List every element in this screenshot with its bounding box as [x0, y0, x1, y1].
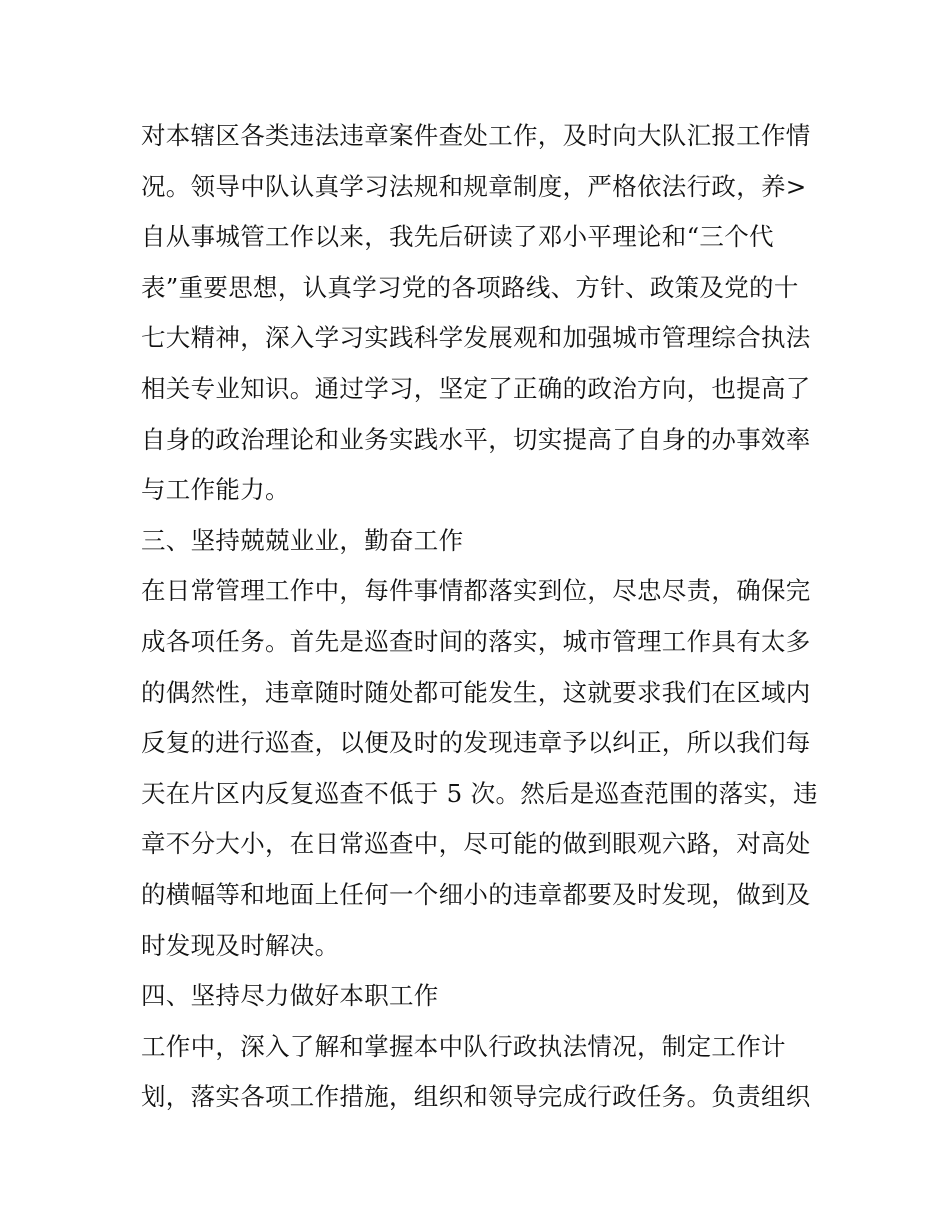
paragraph-line: 自从事城管工作以来，我先后研读了邓小平理论和“三个代 [141, 222, 774, 252]
paragraph-line: 天在片区内反复巡查不低于 5 次。然后是巡查范围的落实，违 [141, 778, 818, 808]
section-heading: 四、坚持尽力做好本职工作 [141, 981, 439, 1011]
paragraph-line: 成各项任务。首先是巡查时间的落实，城市管理工作具有太多 [141, 626, 811, 656]
paragraph-line: 相关专业知识。通过学习，坚定了正确的政治方向，也提高了 [141, 373, 811, 403]
paragraph-line: 时发现及时解决。 [141, 930, 340, 960]
section-heading: 三、坚持兢兢业业，勤奋工作 [141, 525, 464, 555]
paragraph-line: 工作中，深入了解和掌握本中队行政执法情况，制定工作计 [141, 1031, 786, 1061]
paragraph-line: 的横幅等和地面上任何一个细小的违章都要及时发现，做到及 [141, 879, 811, 909]
paragraph-line: 划，落实各项工作措施，组织和领导完成行政任务。负责组织 [141, 1082, 811, 1112]
paragraph-line: 反复的进行巡查，以便及时的发现违章予以纠正，所以我们每 [141, 728, 811, 758]
paragraph-line: 七大精神，深入学习实践科学发展观和加强城市管理综合执法 [141, 323, 811, 353]
paragraph-line: 的偶然性，违章随时随处都可能发生，这就要求我们在区域内 [141, 677, 811, 707]
paragraph-line: 况。领导中队认真学习法规和规章制度，严格依法行政，养> [141, 171, 807, 201]
paragraph-line: 章不分大小，在日常巡查中，尽可能的做到眼观六路，对高处 [141, 829, 811, 859]
paragraph-line: 与工作能力。 [141, 475, 290, 505]
paragraph-line: 对本辖区各类违法违章案件查处工作，及时向大队汇报工作情 [141, 121, 811, 150]
paragraph-line: 在日常管理工作中，每件事情都落实到位，尽忠尽责，确保完 [141, 576, 811, 606]
paragraph-line: 表”重要思想，认真学习党的各项路线、方针、政策及党的十 [141, 272, 799, 302]
paragraph-line: 自身的政治理论和业务实践水平，切实提高了自身的办事效率 [141, 424, 811, 454]
